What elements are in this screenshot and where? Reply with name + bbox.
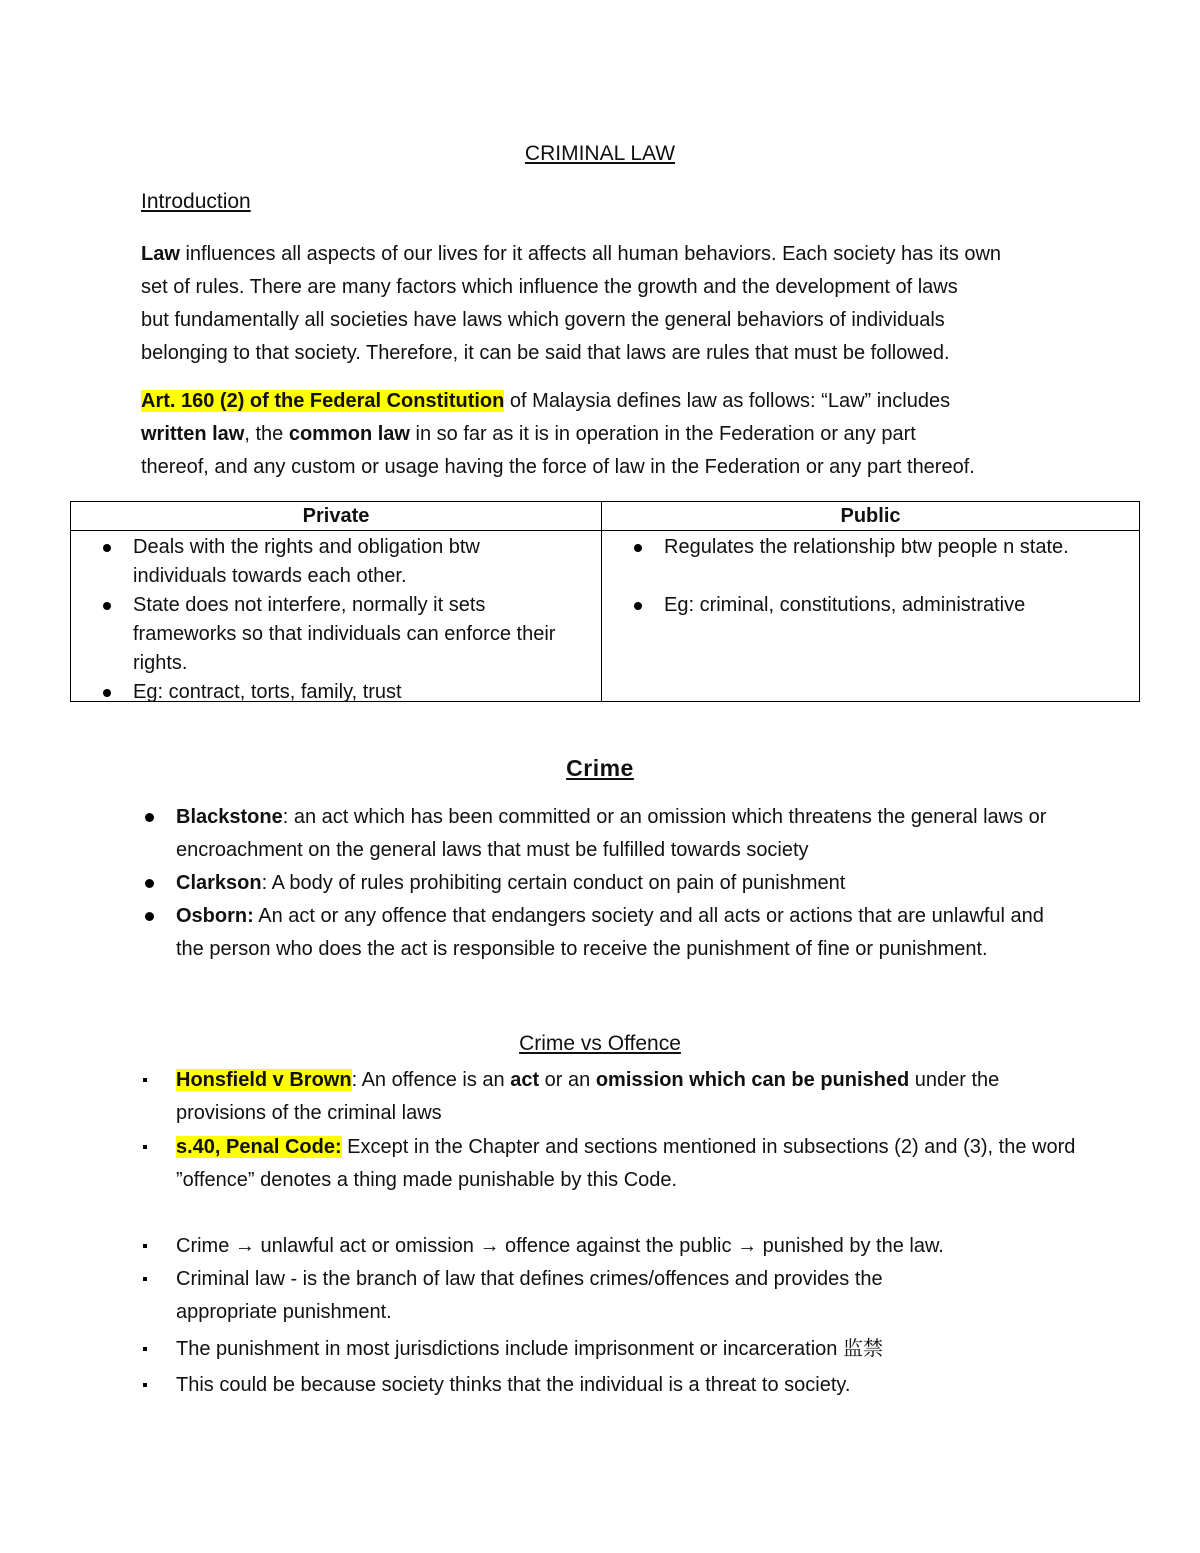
- definition-osborn: Osborn: An act or any offence that endangers society and all acts or actions that are unlawful and the person who does the act is responsible to receive the punishment of fine or punishment.: [176, 900, 1056, 966]
- intro-line-4: belonging to that society. Therefore, it can be said that laws are rules that must be followed.: [141, 342, 950, 364]
- article-160-highlight: Art. 160 (2) of the Federal Constitution: [141, 390, 505, 412]
- introduction-heading: Introduction: [141, 190, 251, 213]
- bullet-icon: [143, 1347, 147, 1351]
- intro-line-3: but fundamentally all societies have laws which govern the general behaviors of individuals: [141, 309, 945, 331]
- private-public-table: [70, 501, 1140, 702]
- written-law-term: written law: [141, 423, 245, 445]
- threat-item: This could be because society thinks that the individual is a threat to society.: [176, 1369, 1076, 1402]
- arrow-right-icon: →: [737, 1235, 758, 1257]
- crime-chain-item: Crime → unlawful act or omission → offence against the public → punished by the law.: [176, 1230, 1076, 1263]
- private-cell: [71, 531, 602, 702]
- article-line-3: thereof, and any custom or usage having the force of law in the Federation or any part thereof.: [141, 456, 975, 478]
- public-item: Regulates the relationship btw people n state.: [664, 533, 1099, 562]
- criminal-law-definition-item: Criminal law - is the branch of law that defines crimes/offences and provides the appropriate punishment.: [176, 1263, 976, 1329]
- punishment-item: The punishment in most jurisdictions include imprisonment or incarceration 监禁: [176, 1333, 1076, 1366]
- private-item: Eg: contract, torts, family, trust: [133, 678, 561, 707]
- definition-blackstone: Blackstone: an act which has been committed or an omission which threatens the general laws or encroachment on the general laws that must be fulfilled towards society: [176, 801, 1056, 867]
- penal-code-item: s.40, Penal Code: Except in the Chapter and sections mentioned in subsections (2) and (3), the word ”offence” denotes a thing made punishable by this Code.: [176, 1131, 1076, 1197]
- bullet-icon: [145, 912, 154, 921]
- arrow-right-icon: →: [479, 1235, 500, 1257]
- bullet-icon: [143, 1078, 147, 1082]
- bullet-icon: [634, 544, 642, 552]
- bullet-icon: [103, 544, 111, 552]
- bullet-icon: [103, 689, 111, 697]
- private-header: Private: [71, 502, 602, 531]
- private-item: State does not interfere, normally it sets frameworks so that individuals can enforce their rights.: [133, 591, 561, 678]
- article-line-2: written law, the common law in so far as it is in operation in the Federation or any part: [141, 423, 916, 445]
- law-term: Law: [141, 243, 180, 265]
- article-line-1: Art. 160 (2) of the Federal Constitution of Malaysia defines law as follows: “Law” includes: [141, 390, 951, 412]
- penal-code-highlight: s.40, Penal Code:: [176, 1136, 342, 1158]
- honsfield-v-brown-item: Honsfield v Brown: An offence is an act or an omission which can be punished under the provisions of the criminal laws: [176, 1064, 1076, 1130]
- public-header: Public: [602, 502, 1140, 531]
- page-title: CRIMINAL LAW: [524, 142, 676, 165]
- bullet-icon: [143, 1145, 147, 1149]
- definition-clarkson: Clarkson: A body of rules prohibiting certain conduct on pain of punishment: [176, 867, 1056, 900]
- bullet-icon: [634, 602, 642, 610]
- case-highlight: Honsfield v Brown: [176, 1069, 352, 1091]
- public-item: Eg: criminal, constitutions, administrative: [664, 591, 1099, 620]
- bullet-icon: [143, 1244, 147, 1248]
- intro-line-1: Law influences all aspects of our lives for it affects all human behaviors. Each society has its own: [141, 243, 1002, 265]
- public-cell: [602, 531, 1140, 702]
- bullet-icon: [143, 1277, 147, 1281]
- private-item: Deals with the rights and obligation btw individuals towards each other.: [133, 533, 561, 591]
- bullet-icon: [143, 1383, 147, 1387]
- arrow-right-icon: →: [234, 1235, 255, 1257]
- bullet-icon: [145, 813, 154, 822]
- bullet-icon: [145, 879, 154, 888]
- crime-heading: Crime: [566, 755, 634, 781]
- bullet-icon: [103, 602, 111, 610]
- crime-vs-offence-heading: Crime vs Offence: [519, 1032, 681, 1055]
- common-law-term: common law: [288, 423, 410, 445]
- intro-line-2: set of rules. There are many factors which influence the growth and the development of laws: [141, 276, 958, 298]
